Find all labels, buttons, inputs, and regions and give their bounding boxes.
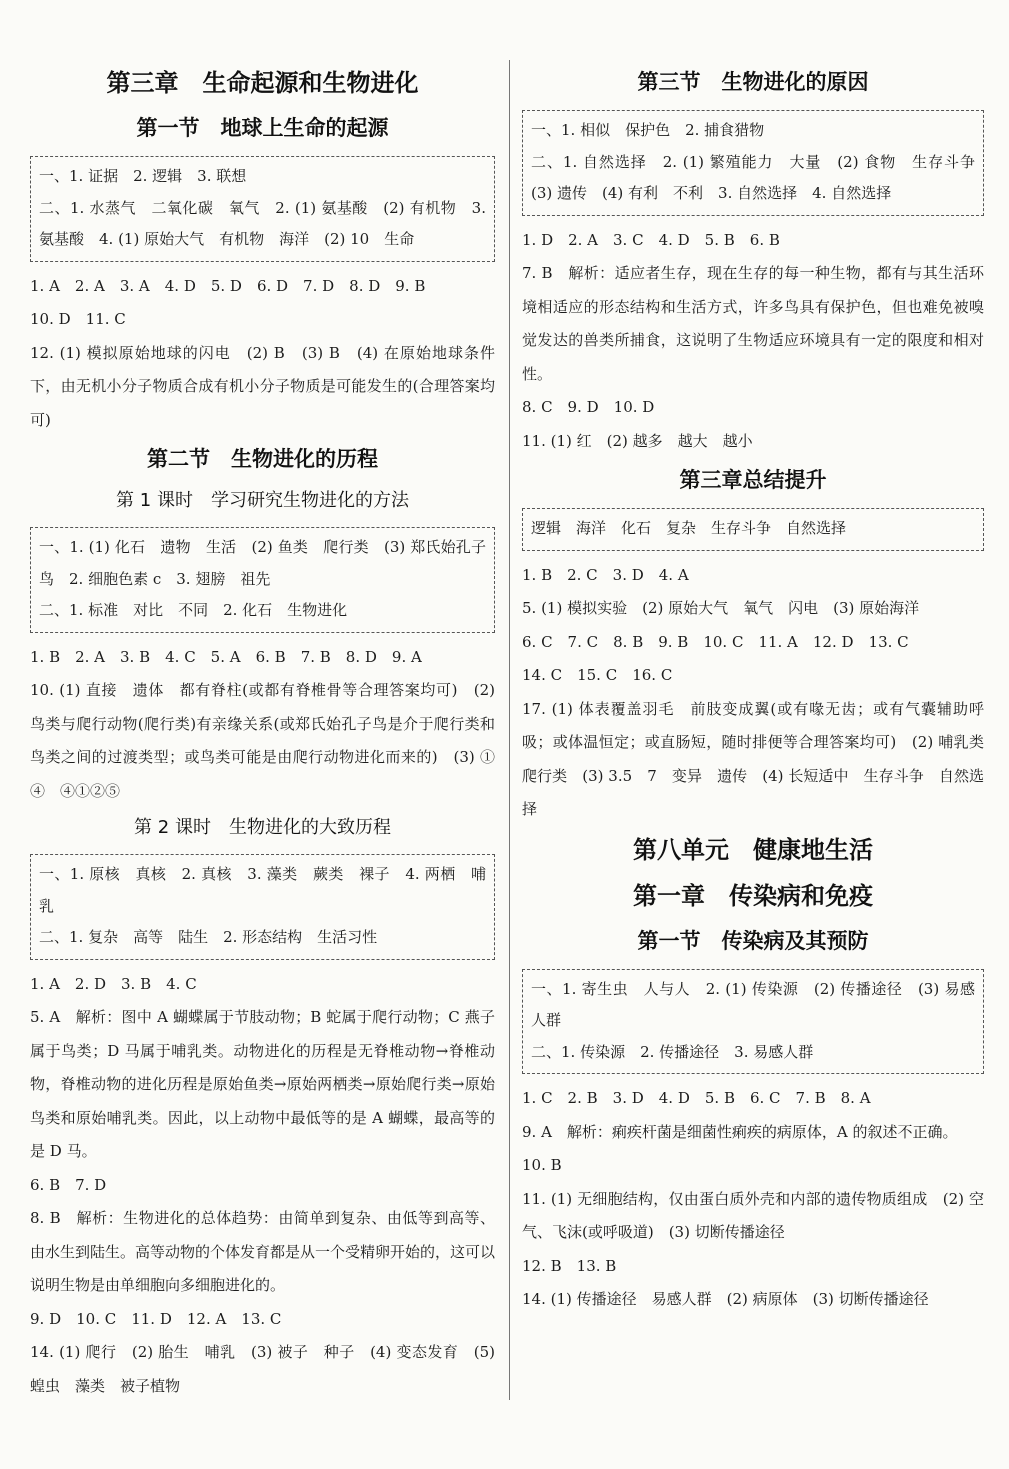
section-heading: 第二节 生物进化的历程 xyxy=(147,447,378,471)
section-heading: 第一节 传染病及其预防 xyxy=(637,928,869,953)
answer-line: 5. (1) 模拟实验 (2) 原始大气 氧气 闪电 (3) 原始海洋 xyxy=(522,599,920,617)
answer-box-line: 一、1. 原核 真核 2. 真核 3. 藻类 蕨类 裸子 4. 两栖 哺乳 xyxy=(39,865,486,915)
section-heading: 第 2 课时 生物进化的大致历程 xyxy=(134,817,391,838)
answer-box-line: 逻辑 海洋 化石 复杂 生存斗争 自然选择 xyxy=(531,519,847,537)
answer-line: 8. C 9. D 10. D xyxy=(522,398,655,416)
answer-line: 14. C 15. C 16. C xyxy=(522,666,673,684)
answer-line: 1. A 2. D 3. B 4. C xyxy=(30,974,197,993)
answer-line: 6. B 7. D xyxy=(30,1175,107,1194)
section-heading: 第一章 传染病和免疫 xyxy=(633,881,873,910)
answer-box-line: 一、1. 证据 2. 逻辑 3. 联想 xyxy=(39,167,247,185)
column-divider xyxy=(509,60,510,1400)
answer-line: 10. (1) 直接 遗体 都有脊柱(或都有脊椎骨等合理答案均可) (2) 鸟类与爬行动物(爬行类)有亲缘关系(或郑氏始孔子鸟是介于爬行类和鸟类之间的过渡类型；或鸟类可能是由爬行动物进化而来的) (3) ① ④ ④①②⑤ xyxy=(30,681,511,800)
answer-box-line: 二、1. 自然选择 2. (1) 繁殖能力 大量 (2) 食物 生存斗争 (3) 遗传 (4) 有利 不利 3. 自然选择 4. 自然选择 xyxy=(531,152,991,202)
answer-line: 5. A 解析：图中 A 蝴蝶属于节肢动物；B 蛇属于爬行动物；C 燕子属于鸟类；D 马属于哺乳类。动物进化的历程是无脊椎动物→脊椎动物，脊椎动物的进化历程是原始鱼类→原始两栖类→原始爬行类→原始鸟类和原始哺乳类。因此，以上动物中最低等的是 A 蝴蝶，最高等的是 D 马。 xyxy=(30,1008,495,1160)
section-heading: 第 1 课时 学习研究生物进化的方法 xyxy=(116,490,409,511)
section-heading: 第三节 生物进化的原因 xyxy=(637,70,869,94)
answer-line: 17. (1) 体表覆盖羽毛 前肢变成翼(或有喙无齿；或有气囊辅助呼吸；或体温恒定；或直肠短，随时排便等合理答案均可) (2) 哺乳类 爬行类 (3) 3.5 7 变异 遗传 (4) 长短适中 生存斗争 自然选择 xyxy=(522,699,1000,818)
answer-box-line: 二、1. 传染源 2. 传播途径 3. 易感人群 xyxy=(531,1042,814,1061)
answer-line: 14. (1) 爬行 (2) 胎生 哺乳 (3) 被子 种子 (4) 变态发育 (5) 蝗虫 藻类 被子植物 xyxy=(30,1343,495,1395)
answer-line: 12. B 13. B xyxy=(522,1256,617,1275)
answer-line: 10. D 11. C xyxy=(30,310,126,328)
answer-box xyxy=(522,969,984,1075)
section-heading: 第八单元 健康地生活 xyxy=(633,835,873,864)
answer-box xyxy=(522,110,991,216)
answer-box-line: 二、1. 复杂 高等 陆生 2. 形态结构 生活习性 xyxy=(39,928,378,946)
section-heading: 第三章 生命起源和生物进化 xyxy=(106,69,419,97)
answer-line: 1. D 2. A 3. C 4. D 5. B 6. B xyxy=(522,230,780,249)
answer-line: 1. B 2. C 3. D 4. A xyxy=(522,565,689,584)
answer-line: 7. B 解析：适应者生存，现在生存的每一种生物，都有与其生活环境相适应的形态结构和生活方式，许多鸟具有保护色，但也难免被嗅觉发达的兽类所捕食，这说明了生物适应环境具有一定的限度和相对性。 xyxy=(522,264,984,383)
answer-line: 14. (1) 传播途径 易感人群 (2) 病原体 (3) 切断传播途径 xyxy=(522,1290,929,1308)
section-heading: 第一节 地球上生命的起源 xyxy=(136,116,389,140)
left-column xyxy=(30,60,511,1403)
answer-box xyxy=(30,854,495,960)
answer-line: 1. B 2. A 3. B 4. C 5. A 6. B 7. B 8. D 9. A xyxy=(30,647,422,666)
answer-line: 8. B 解析：生物进化的总体趋势：由简单到复杂、由低等到高等、由水生到陆生。高等动物的个体发育都是从一个受精卵开始的，这可以说明生物是由单细胞向多细胞进化的。 xyxy=(30,1209,496,1294)
answer-line: 1. A 2. A 3. A 4. D 5. D 6. D 7. D 8. D 9. B xyxy=(30,276,426,295)
answer-box-line: 一、1. 相似 保护色 2. 捕食猎物 xyxy=(531,121,765,139)
answer-line: 6. C 7. C 8. B 9. B 10. C 11. A 12. D 13. C xyxy=(522,632,909,651)
answer-line: 9. A 解析：痢疾杆菌是细菌性痢疾的病原体，A 的叙述不正确。 xyxy=(522,1122,958,1141)
answer-line: 12. (1) 模拟原始地球的闪电 (2) B (3) B (4) 在原始地球条件下，由无机小分子物质合成有机小分子物质是可能发生的(合理答案均可) xyxy=(30,343,495,429)
answer-box xyxy=(30,527,495,633)
answer-box-line: 一、1. (1) 化石 遗物 生活 (2) 鱼类 爬行类 (3) 郑氏始孔子鸟 2. 细胞色素 c 3. 翅膀 祖先 xyxy=(39,538,486,588)
answer-box xyxy=(30,156,495,262)
answer-box-line: 二、1. 水蒸气 二氧化碳 氧气 2. (1) 氨基酸 (2) 有机物 3. 氨基酸 4. (1) 原始大气 有机物 海洋 (2) 10 生命 xyxy=(39,198,486,248)
answer-box xyxy=(522,508,984,551)
answer-box-line: 一、1. 寄生虫 人与人 2. (1) 传染源 (2) 传播途径 (3) 易感人群 xyxy=(531,979,975,1029)
answer-box-line: 二、1. 标准 对比 不同 2. 化石 生物进化 xyxy=(39,601,348,619)
answer-line: 11. (1) 红 (2) 越多 越大 越小 xyxy=(522,431,753,450)
section-heading: 第三章总结提升 xyxy=(679,468,827,492)
answer-line: 11. (1) 无细胞结构，仅由蛋白质外壳和内部的遗传物质组成 (2) 空气、飞沫(或呼吸道) (3) 切断传播途径 xyxy=(522,1189,984,1241)
answer-line: 1. C 2. B 3. D 4. D 5. B 6. C 7. B 8. A xyxy=(522,1089,871,1107)
right-column xyxy=(522,60,1000,1317)
answer-line: 10. B xyxy=(522,1156,562,1174)
answer-line: 9. D 10. C 11. D 12. A 13. C xyxy=(30,1309,282,1328)
